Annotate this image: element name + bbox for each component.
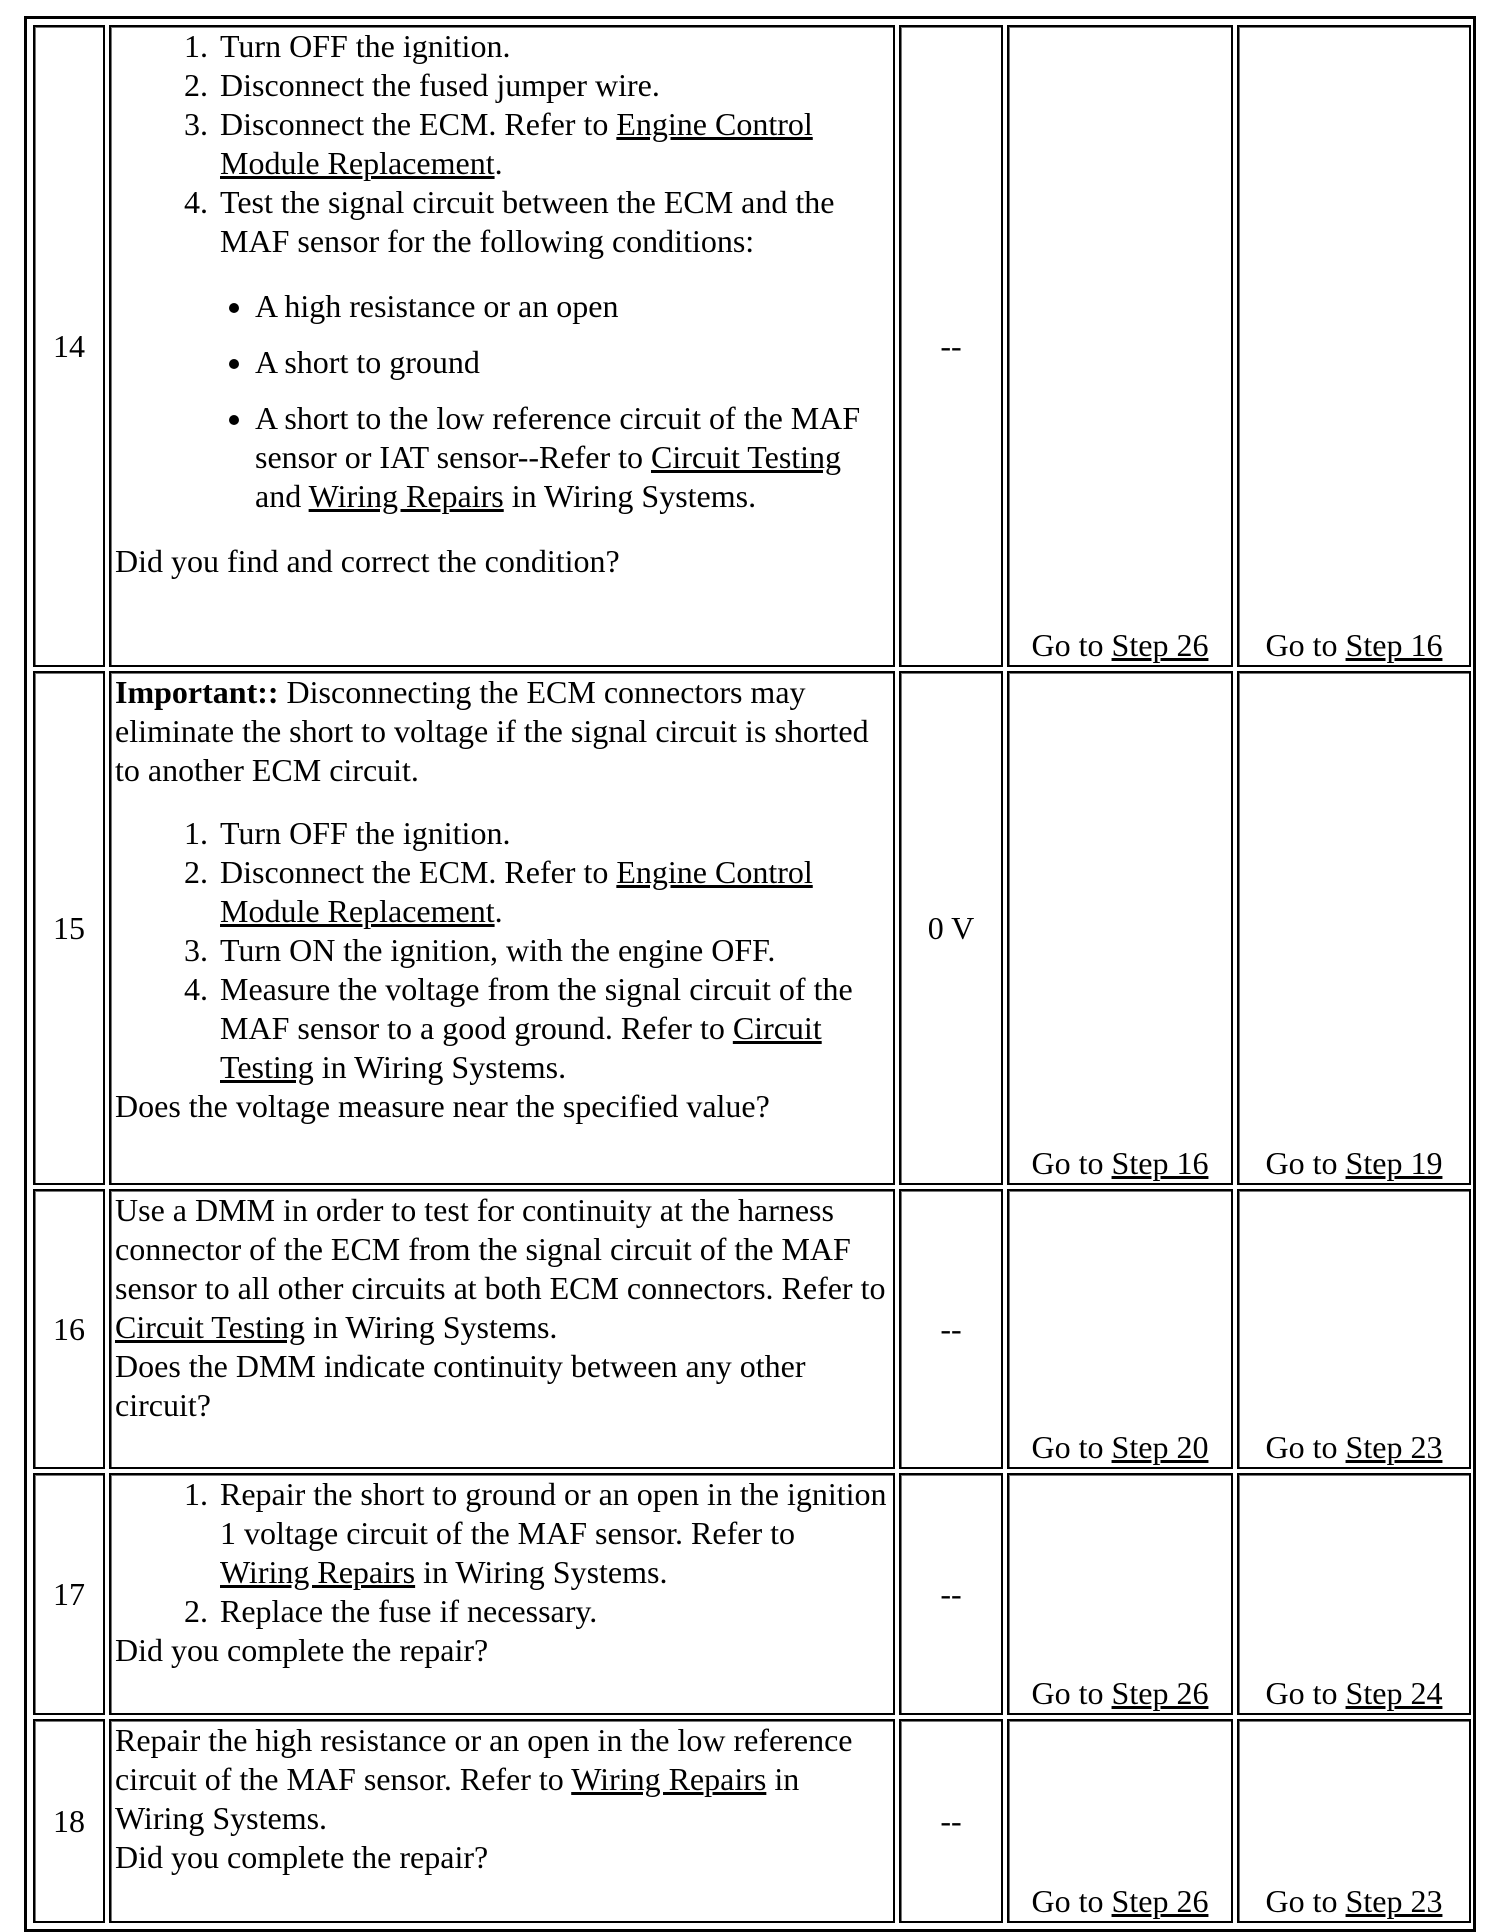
no-action: Go to Step 23: [1237, 1719, 1471, 1923]
no-action: Go to Step 24: [1237, 1473, 1471, 1715]
table-row: [33, 1719, 1471, 1923]
table-row: [33, 25, 1471, 667]
list-item: 4. Test the signal circuit between the ECM and the MAF sensor for the following conditions:: [216, 183, 891, 261]
yes-action: Go to Step 20: [1007, 1189, 1233, 1469]
table-row: [33, 671, 1471, 1185]
list-item: 1. Turn OFF the ignition.: [216, 27, 891, 66]
list-item: • A high resistance or an open: [255, 287, 891, 326]
step-action: [109, 671, 895, 1185]
list-item: 3. Disconnect the ECM. Refer to Engine Control Module Replacement.: [216, 105, 891, 183]
link-yes-step[interactable]: Step 16: [1111, 1145, 1209, 1181]
link-no-step[interactable]: Step 19: [1345, 1145, 1443, 1181]
step-value: --: [899, 1473, 1003, 1715]
link-wiring-repairs[interactable]: Wiring Repairs: [571, 1761, 767, 1797]
link-circuit-testing[interactable]: Circuit Testing: [115, 1309, 306, 1345]
diagnostic-table-frame: [24, 16, 1476, 1932]
step-instruction: Use a DMM in order to test for continuity at the harness connector of the ECM from the signal circuit of the MAF sensor to all other circuits at both ECM connectors. Refer to Circuit Testing in Wiring Systems.: [115, 1192, 886, 1345]
yes-action: Go to Step 26: [1007, 25, 1233, 667]
link-yes-step[interactable]: Step 26: [1111, 1675, 1209, 1711]
diagnostic-steps-table: [29, 21, 1475, 1927]
step-number: 14: [33, 25, 105, 667]
step-number: 18: [33, 1719, 105, 1923]
link-yes-step[interactable]: Step 20: [1111, 1429, 1209, 1465]
step-number: 16: [33, 1189, 105, 1469]
step-action: [109, 1189, 895, 1469]
no-action: Go to Step 19: [1237, 671, 1471, 1185]
link-wiring-repairs[interactable]: Wiring Repairs: [308, 478, 504, 514]
step-value: --: [899, 1719, 1003, 1923]
link-engine-control-module-replacement[interactable]: Engine Control Module Replacement: [220, 106, 813, 181]
instruction-list: [115, 27, 891, 261]
list-item: 2. Disconnect the fused jumper wire.: [216, 66, 891, 105]
step-question: Does the DMM indicate continuity between any other circuit?: [115, 1348, 806, 1423]
list-item: 2. Disconnect the ECM. Refer to Engine Control Module Replacement.: [216, 853, 891, 931]
link-yes-step[interactable]: Step 26: [1111, 1883, 1209, 1919]
step-question: Did you find and correct the condition?: [115, 543, 620, 579]
link-yes-step[interactable]: Step 26: [1111, 627, 1209, 663]
step-action: [109, 1719, 895, 1923]
list-item: • A short to the low reference circuit of the MAF sensor or IAT sensor--Refer to Circuit Testing and Wiring Repairs in Wiring Systems.: [255, 399, 891, 516]
link-engine-control-module-replacement[interactable]: Engine Control Module Replacement: [220, 854, 813, 929]
link-no-step[interactable]: Step 24: [1345, 1675, 1443, 1711]
link-no-step[interactable]: Step 23: [1345, 1883, 1443, 1919]
step-value: 0 V: [899, 671, 1003, 1185]
step-number: 15: [33, 671, 105, 1185]
important-note: Important:: Disconnecting the ECM connectors may eliminate the short to voltage if the signal circuit is shorted to another ECM circuit.: [115, 674, 869, 788]
yes-action: Go to Step 26: [1007, 1719, 1233, 1923]
step-action: [109, 1473, 895, 1715]
step-action: [109, 25, 895, 667]
instruction-list: [115, 814, 891, 1087]
list-item: 4. Measure the voltage from the signal circuit of the MAF sensor to a good ground. Refer to Circuit Testing in Wiring Systems.: [216, 970, 891, 1087]
step-value: --: [899, 1189, 1003, 1469]
link-circuit-testing[interactable]: Circuit Testing: [651, 439, 842, 475]
step-value: --: [899, 25, 1003, 667]
yes-action: Go to Step 26: [1007, 1473, 1233, 1715]
step-question: Did you complete the repair?: [115, 1632, 489, 1668]
link-circuit-testing[interactable]: Circuit Testing: [220, 1010, 822, 1085]
list-item: 3. Turn ON the ignition, with the engine OFF.: [216, 931, 891, 970]
link-no-step[interactable]: Step 23: [1345, 1429, 1443, 1465]
no-action: Go to Step 16: [1237, 25, 1471, 667]
step-number: 17: [33, 1473, 105, 1715]
list-item: 2. Replace the fuse if necessary.: [216, 1592, 891, 1631]
no-action: Go to Step 23: [1237, 1189, 1471, 1469]
instruction-list: [115, 1475, 891, 1631]
step-question: Did you complete the repair?: [115, 1839, 489, 1875]
list-item: 1. Turn OFF the ignition.: [216, 814, 891, 853]
list-item: 1. Repair the short to ground or an open in the ignition 1 voltage circuit of the MAF sensor. Refer to Wiring Repairs in Wiring Systems.: [216, 1475, 891, 1592]
condition-list: [115, 287, 891, 516]
step-question: Does the voltage measure near the specified value?: [115, 1088, 770, 1124]
table-row: [33, 1189, 1471, 1469]
link-wiring-repairs[interactable]: Wiring Repairs: [220, 1554, 416, 1590]
link-no-step[interactable]: Step 16: [1345, 627, 1443, 663]
yes-action: Go to Step 16: [1007, 671, 1233, 1185]
step-instruction: Repair the high resistance or an open in the low reference circuit of the MAF sensor. Refer to Wiring Repairs in Wiring Systems.: [115, 1722, 853, 1836]
list-item: • A short to ground: [255, 343, 891, 382]
table-row: [33, 1473, 1471, 1715]
